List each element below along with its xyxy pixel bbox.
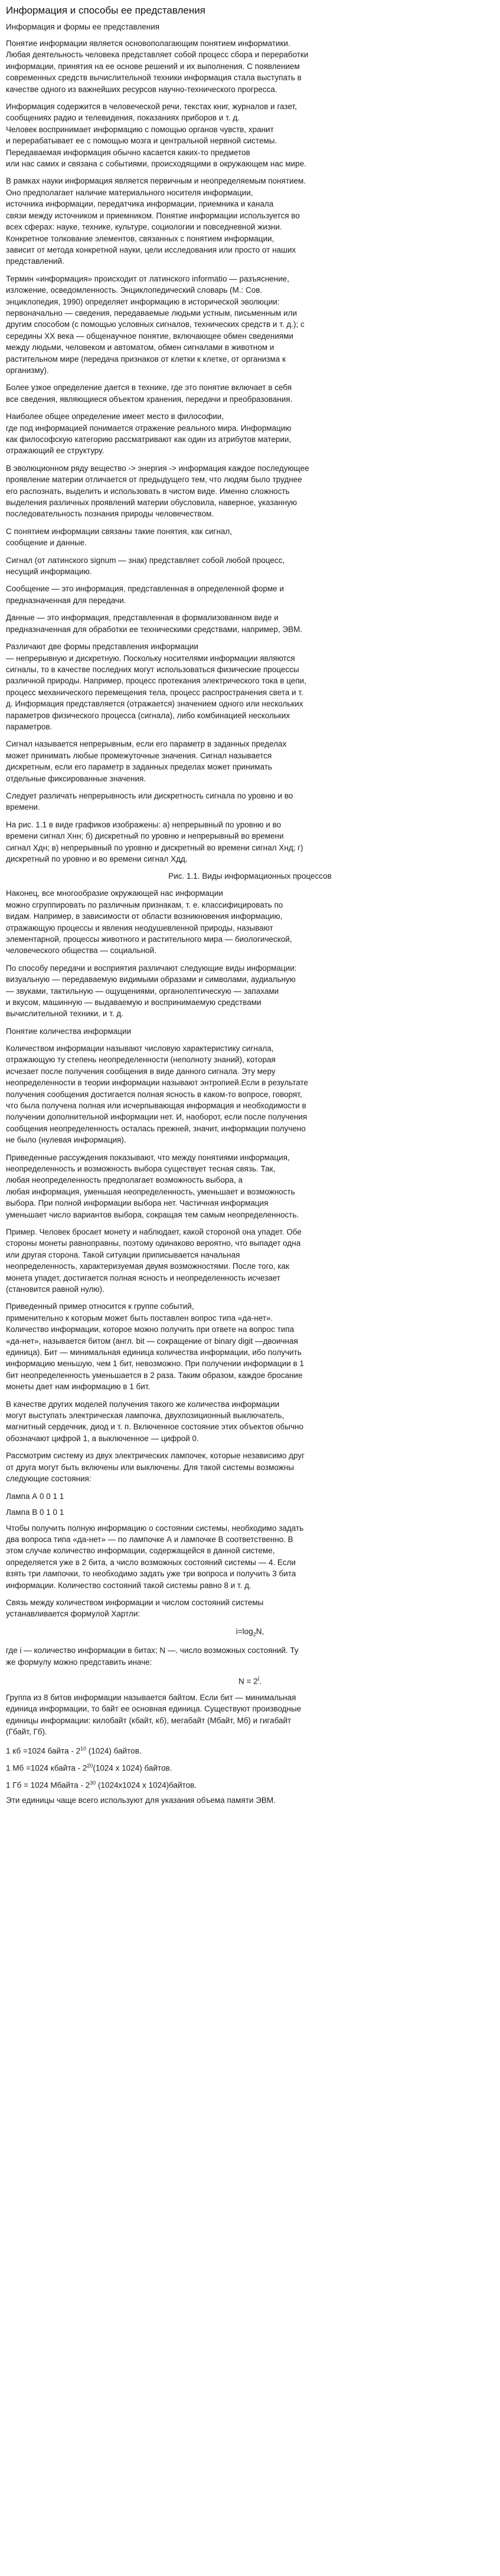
unit-text: (1024 х 1024) байтов. xyxy=(93,1763,172,1773)
paragraph-group-4 xyxy=(6,1523,494,1620)
paragraph: Различают две формы представления информации — непрерывную и дискретную. Поскольку носителями информации являются сигналы, то в качестве последних могут использоваться физические процессы различной природы. Например, процесс протекания электрического тока в цепи, процесс механического перемещения тела, процесс распространения света и т. д. Информация представляется (отражается) значением одного или нескольких параметров физического процесса (сигнала), либо комбинацией нескольких параметров. xyxy=(6,642,306,731)
section-heading: Понятие количества информации xyxy=(6,1026,132,1036)
paragraph: Сигнал (от латинского signum — знак) представляет собой любой процесс, несущий информацию. xyxy=(6,555,285,577)
subtitle: Информация и формы ее представления xyxy=(6,22,160,31)
page-title: Информация и способы ее представления xyxy=(6,5,205,16)
paragraph: Количеством информации называют числовую характеристику сигнала, отражающую ту степень неопределенности (неполноту знаний), которая исчезает после получения сообщения в виде данного сигнала. Эту меру неопределенности в теории информации называют энтропией.Если в результате получения сообщения достигается полная ясность в каком-то вопросе, говорят, что была получена полная или исчерпывающая информация и необходимости в получении дополнительной информации нет. И, наоборот, если после получения сообщения неопределенность осталась прежней, значит, информации получено не было (нулевая информация). xyxy=(6,1043,308,1145)
paragraph: Более узкое определение дается в технике, где это понятие включает в себя все сведения, являющиеся объектом хранения, передачи и преобразования. xyxy=(6,383,293,404)
unit-gigabyte xyxy=(6,1778,494,1791)
paragraph: Наконец, все многообразие окружающей нас информации можно сгруппировать по различным признакам, т. е. классифицировать по видам. Например, в зависимости от области возникновения информацию, отражающую процессы и явления неодушевленной природы, называют элементарной, процессы животного и растительного мира — биологической, человеческого общества — социальной. xyxy=(6,889,292,955)
paragraph: Термин «информация» происходит от латинского informatio — разъяснение, изложение, осведомленность. Энциклопедический словарь (М.: Сов. энциклопедия, 1990) определяет информацию в исторической эволюции: первоначально — сведения, передаваемые людьми устным, письменным или другим способом (с помощью условных сигналов, технических средств и т. д.); с середины XX века — общенаучное понятие, включающее обмен сведениями между людьми, человеком и автоматом, обмен сигналами в животном и растительном мире (передача признаков от клетки к клетке, от организма к организму). xyxy=(6,274,305,375)
paragraph: По способу передачи и восприятия различают следующие виды информации: визуальную — передаваемую видимыми образами и символами, аудиальную — звуками, тактильную — ощущениями, органолептическую — запахами и вкусом, машинную — выдаваемую и воспринимаемую средствами вычислительной техники, и т. д. xyxy=(6,963,297,1019)
paragraph: Связь между количеством информации и числом состояний системы устанавливается формулой Хартли: xyxy=(6,1598,264,1619)
unit-text: 1 кб =1024 байта - 2 xyxy=(6,1746,81,1756)
unit-text: (1024) байтов. xyxy=(86,1746,142,1756)
formula-tail: N, xyxy=(256,1626,264,1636)
unit-kilobyte xyxy=(6,1743,494,1757)
paragraph-group-3 xyxy=(6,1043,494,1485)
paragraph: Понятие информации является основополагающим понятием информатики. Любая деятельность человека представляет собой процесс сбора и переработки информации, принятия на ее основе решений и их выполнения. С появлением современных средств вычислительной техники информация стала выступать в качестве одного из важнейших ресурсов научно-технического прогресса. xyxy=(6,39,309,94)
unit-exponent: 10 xyxy=(80,1746,87,1752)
formula-explanation: где i — количество информации в битах; N —. число возможных состояний. Ту же формулу можно представить иначе: xyxy=(6,1646,299,1667)
unit-exponent: 20 xyxy=(87,1763,93,1769)
lamp-row-a: Лампа А 0 0 1 1 xyxy=(6,1491,64,1501)
paragraph: Наиболее общее определение имеет место в философии, где под информацией понимается отражение реального мира. Информацию как философскую категорию рассматривают как один из атрибутов материи, отражающий ее структуру. xyxy=(6,412,292,456)
unit-text: 1 Мб =1024 кбайта - 2 xyxy=(6,1763,87,1773)
unit-text: 1 Гб = 1024 Мбайта - 2 xyxy=(6,1780,90,1790)
closing-paragraph: Эти единицы чаще всего используют для указания объема памяти ЭВМ. xyxy=(6,1796,276,1805)
paragraph: Группа из 8 битов информации называется байтом. Если бит — минимальная единица информации, то байт ее основная единица. Существуют производные единицы информации: килобайт (кбайт, кб), мегабайт (Мбайт, Мб) и гигабайт (Гбайт, Гб). xyxy=(6,1693,302,1736)
paragraph: Приведенные рассуждения показывают, что между понятиями информация, неопределенность и возможность выбора существует тесная связь. Так, любая неопределенность предполагает возможность выбора, а любая информация, уменьшая неопределенность, уменьшает и возможность выбора. При полной информации выбора нет. Частичная информация уменьшает число вариантов выбора, сокращая тем самым неопределенность. xyxy=(6,1153,299,1219)
lamp-row-b: Лампа В 0 1 0 1 xyxy=(6,1507,64,1517)
paragraph: Пример. Человек бросает монету и наблюдает, какой стороной она упадет. Обе стороны монеты равноправны, поэтому одинаково вероятно, что выпадет одна или другая сторона. Такой ситуации приписывается начальная неопределенность, характеризуемая двумя возможностями. После того, как монета упадет, достигается полная ясность и неопределенность исчезает (становится равной нулю). xyxy=(6,1227,302,1294)
paragraph: В рамках науки информация является первичным и неопределяемым понятием. Оно предполагает наличие материального носителя информации, источника информации, передатчика информации, приемника и канала связи между источником и приемником. Понятие информации используется во всех сферах: науке, технике, культуре, социологии и повседневной жизни. Конкретное толкование элементов, связанных с понятием информации, зависит от метода конкретной науки, цели исследования или просто от наших представлений. xyxy=(6,176,306,266)
paragraph: С понятием информации связаны такие понятия, как сигнал, сообщение и данные. xyxy=(6,526,233,548)
paragraph: В качестве других моделей получения такого же количества информации могут выступать электрическая лампочка, двухпозиционный выключатель, магнитный сердечник, диод и т. п. Включенное состояние этих объектов обычно обозначают цифрой 1, а выключенное — цифрой 0. xyxy=(6,1399,303,1443)
exponential-formula xyxy=(6,1674,494,1687)
formula-superscript: i xyxy=(257,1675,260,1683)
formula-subscript: 2 xyxy=(253,1631,256,1638)
paragraph-group-1 xyxy=(6,38,494,865)
paragraph: В эволюционном ряду вещество -> энергия -> информация каждое последующее проявление материи отличается от предыдущего тем, что людям было труднее его распознать, выделить и использовать в чистом виде. Именно сложность выделения различных проявлений материи обусловила, наверное, указанную последовательность познания природы человечеством. xyxy=(6,463,309,519)
paragraph: Информация содержится в человеческой речи, текстах книг, журналов и газет, сообщениях радио и телевидения, показаниях приборов и т. д. Человек воспринимает информацию с помощью органов чувств, хранит и перерабатывает ее с помощью мозга и центральной нервной системы. Передаваемая информация обычно касается каких-то предметов или нас самих и связана с событиями, происходящими в окружающем нас мире. xyxy=(6,102,306,169)
unit-text: (1024х1024 х 1024)байтов. xyxy=(96,1780,197,1790)
figure-caption: Рис. 1.1. Виды информационных процессов xyxy=(168,872,332,881)
paragraph: Следует различать непрерывность или дискретность сигнала по уровню и во времени. xyxy=(6,791,293,812)
unit-megabyte xyxy=(6,1760,494,1774)
paragraph: Рассмотрим систему из двух электрических лампочек, которые независимо друг от друга могут быть включены или выключены. Для такой системы возможны следующие состояния: xyxy=(6,1451,305,1484)
hartley-formula xyxy=(6,1626,494,1641)
formula-text: i=log xyxy=(236,1626,253,1636)
paragraph: Сообщение — это информация, представленная в определенной форме и предназначенная для передачи. xyxy=(6,584,284,605)
paragraph-group-2 xyxy=(6,888,494,1019)
paragraph: Приведенный пример относится к группе событий, применительно к которым может быть поставлен вопрос типа «да-нет». Количество информации, которое можно получить при ответе на вопрос типа «да-нет», называется битом (англ. bit — сокращение от binary digit —двоичная единица). Бит — минимальная единица количества информации, ибо получить информацию меньшую, чем 1 бит, невозможно. При получении информации в 1 бит неопределенность уменьшается в 2 раза. Таким образом, каждое бросание монеты дает нам информацию в 1 бит. xyxy=(6,1302,304,1392)
paragraph: На рис. 1.1 в виде графиков изображены: а) непрерывный по уровню и во времени сигнал Хнн; б) дискретный по уровню и непрерывный во времени сигнал Хдн; в) непрерывный по уровню и дискретный во времени сигнал Хнд; г) дискретный по уровню и во времени сигнал Хдд. xyxy=(6,820,303,863)
paragraph: Чтобы получить полную информацию о состоянии системы, необходимо задать два вопроса типа «да-нет» — по лампочке А и лампочке В соответственно. В этом случае количество информации, содержащейся в данной системе, определяется уже в 2 бита, а число возможных состояний системы — 4. Если взять три лампочки, то необходимо задать уже три вопроса и получить 3 бита информации. Количество состояний такой системы равно 8 и т. д. xyxy=(6,1523,304,1590)
paragraph: Сигнал называется непрерывным, если его параметр в заданных пределах может принимать любые промежуточные значения. Сигнал называется дискретным, если его параметр в заданных пределах может принимать отдельные фиксированные значения. xyxy=(6,739,287,783)
formula-tail: . xyxy=(259,1677,262,1686)
paragraph: Данные — это информация, представленная в формализованном виде и предназначенная для обработки ее техническими средствами, например, ЭВМ. xyxy=(6,613,303,634)
formula-text: N = 2 xyxy=(238,1677,258,1686)
unit-exponent: 30 xyxy=(90,1780,96,1786)
